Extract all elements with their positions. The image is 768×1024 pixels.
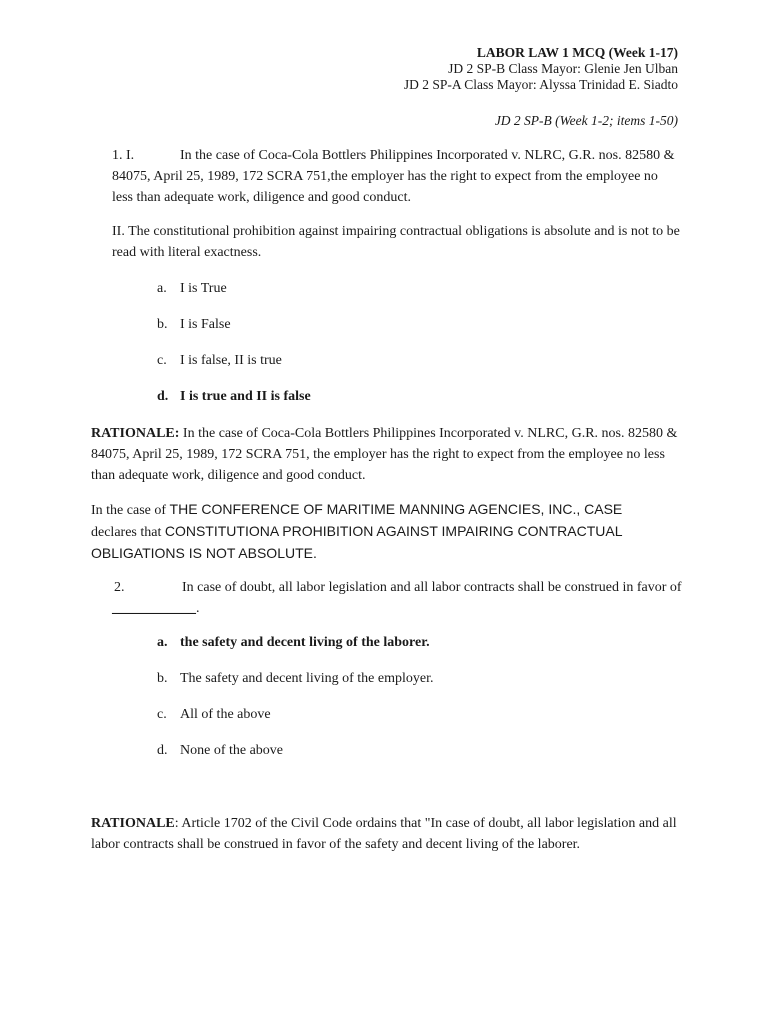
option-text: I is True: [180, 281, 227, 296]
option-letter: d.: [157, 389, 169, 404]
option-text: I is true and II is false: [180, 389, 311, 404]
document-title: LABOR LAW 1 MCQ (Week 1-17): [476, 45, 678, 60]
question-2-question-end: .: [196, 601, 200, 616]
note-prefix: In the case of: [91, 503, 170, 518]
question-2-rationale: [91, 813, 686, 855]
rationale-label: RATIONALE: [91, 816, 175, 831]
question-1-option-c: [157, 352, 282, 370]
question-2-option-c: [157, 706, 271, 724]
option-text: The safety and decent living of the employer.: [180, 671, 434, 686]
option-text: the safety and decent living of the laborer.: [180, 635, 430, 650]
rationale-text: : Article 1702 of the Civil Code ordains that "In case of doubt, all labor legislation and all labor contracts shall be construed in favor of the safety and decent living of the laborer.: [91, 816, 677, 852]
rationale-text: In the case of Coca-Cola Bottlers Philippines Incorporated v. NLRC, G.R. nos. 82580 & 84075, April 25, 1989, 172 SCRA 751, the employer has the right to expect from the employee no less than adequate work, diligence and good conduct.: [91, 426, 678, 483]
option-text: All of the above: [180, 707, 271, 722]
question-2-text: [112, 577, 682, 619]
question-2-option-a-answer: [157, 634, 430, 652]
option-letter: b.: [157, 671, 168, 686]
question-1-statement-1: [112, 145, 682, 208]
section-label: JD 2 SP-B (Week 1-2; items 1-50): [494, 113, 678, 128]
option-text: None of the above: [180, 743, 284, 758]
question-1-option-a: [157, 280, 227, 298]
question-1-option-d-answer: [157, 388, 311, 406]
option-letter: d.: [157, 743, 168, 758]
question-2-blank: ____________: [112, 601, 196, 616]
option-text: I is False: [180, 317, 231, 332]
question-1-rationale: [91, 423, 686, 486]
question-1-note: [91, 499, 686, 565]
option-letter: c.: [157, 353, 167, 368]
option-letter: c.: [157, 707, 167, 722]
question-1-number: 1. I.: [112, 148, 135, 163]
question-1-statement-2: II. The constitutional prohibition against impairing contractual obligations is absolute and is not to be read with literal exactness.: [112, 224, 680, 260]
note-body: THE CONFERENCE OF MARITIME MANNING AGENCIES, INC., CASE: [169, 501, 623, 517]
option-letter: b.: [157, 317, 168, 332]
rationale-label: RATIONALE:: [91, 426, 180, 441]
class-mayor-line-1: JD 2 SP-B Class Mayor: Glenie Jen Ulban: [448, 61, 678, 76]
option-text: I is false, II is true: [180, 353, 282, 368]
question-2-option-d: [157, 742, 283, 760]
option-letter: a.: [157, 281, 167, 296]
question-1-option-b: [157, 316, 231, 334]
question-1-statement-1-text: In the case of Coca-Cola Bottlers Philippines Incorporated v. NLRC, G.R. nos. 82580 & 84075, April 25, 1989, 172 SCRA 751,the employer has the right to expect from the employee no less than adequate work, diligence and good conduct.: [112, 148, 675, 205]
question-2-option-b: [157, 670, 433, 688]
note-end: CONSTITUTIONA PROHIBITION AGAINST IMPAIRING CONTRACTUAL OBLIGATIONS IS NOT ABSOLUTE.: [91, 523, 622, 561]
question-2-number: 2.: [114, 580, 125, 595]
question-2-question: In case of doubt, all labor legislation and all labor contracts shall be construed in favor of: [182, 580, 682, 595]
option-letter: a.: [157, 635, 168, 650]
class-mayor-line-2: JD 2 SP-A Class Mayor: Alyssa Trinidad E. Siadto: [403, 77, 678, 92]
note-mid: declares that: [91, 525, 165, 540]
